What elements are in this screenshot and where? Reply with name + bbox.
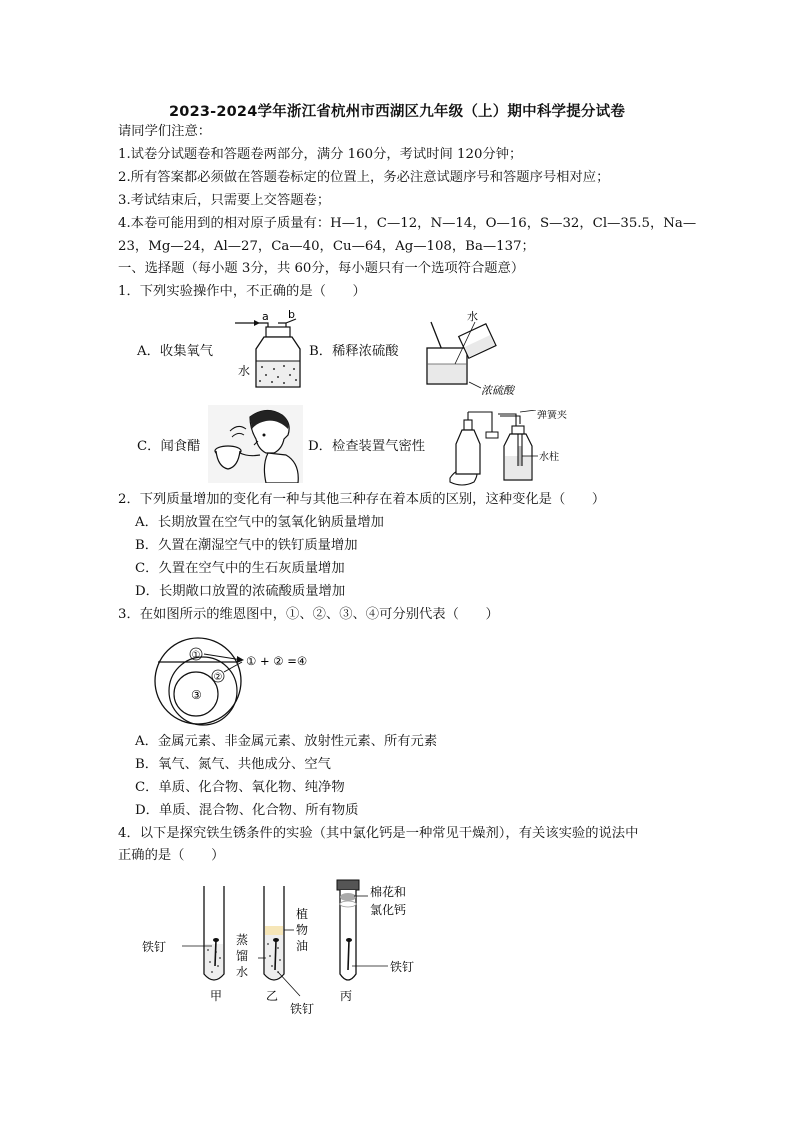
question-1-stem: 1．下列实验操作中，不正确的是（ ） — [118, 284, 366, 299]
label-bing: 丙 — [340, 989, 353, 1003]
label-cotton-1: 棉花和 — [370, 885, 407, 899]
rust-experiment-figure — [140, 878, 430, 1018]
label-b: b — [288, 308, 295, 321]
notice-item: 1.试卷分试题卷和答题卷两部分，满分 160分，考试时间 120分钟； — [118, 147, 523, 162]
notice-item: 4.本卷可能用到的相对原子质量有：H—1，C—12，N—14，O—16，S—32，Cl—35.5，Na— — [118, 216, 697, 231]
question-2-stem: 2．下列质量增加的变化有一种与其他三种存在着本质的区别，这种变化是（ ） — [118, 492, 606, 507]
q1-option-c: C．闻食醋 — [137, 439, 201, 454]
label-a: a — [262, 310, 269, 323]
q2-option-c: C．久置在空气中的生石灰质量增加 — [135, 561, 345, 576]
question-3-stem: 3．在如图所示的维恩图中，①、②、③、④可分别代表（ ） — [118, 607, 499, 622]
q1-option-d: D．检查装置气密性 — [308, 439, 426, 454]
q3-option-d: D．单质、混合物、化合物、所有物质 — [135, 803, 359, 818]
exam-title: 2023-2024学年浙江省杭州市西湖区九年级（上）期中科学提分试卷 — [168, 104, 626, 120]
q1-option-b: B．稀释浓硫酸 — [309, 344, 399, 359]
q2-option-d: D．长期敞口放置的浓硫酸质量增加 — [135, 584, 346, 599]
label-circle-1: ① — [191, 650, 201, 661]
venn-equation: ① + ② =④ — [246, 654, 308, 668]
label-water-1: 蒸 — [236, 933, 249, 947]
label-jia: 甲 — [210, 989, 223, 1003]
label-cotton-2: 氯化钙 — [370, 903, 407, 917]
notice-item: 3.考试结束后，只需要上交答题卷； — [118, 193, 331, 208]
label-nail-right: 铁钉 — [390, 960, 415, 974]
label-water: 水 — [238, 364, 251, 378]
label-water-3: 水 — [236, 965, 249, 979]
notice-heading: 请同学们注意： — [118, 124, 212, 139]
label-water-2: 馏 — [236, 949, 249, 963]
label-clip: 弹簧夹 — [537, 410, 567, 421]
question-4-stem: 4．以下是探究铁生锈条件的实验（其中氯化钙是一种常见干燥剂），有关该实验的说法中 — [118, 826, 639, 841]
q2-option-a: A．长期放置在空气中的氢氧化钠质量增加 — [135, 515, 384, 530]
notice-item: 23，Mg—24，Al—27，Ca—40，Cu—64，Ag—108，Ba—137； — [118, 239, 535, 254]
label-oil-3: 油 — [296, 939, 309, 953]
label-oil-1: 植 — [296, 907, 309, 921]
gas-bottle-figure — [230, 305, 310, 390]
q2-option-b: B．久置在潮湿空气中的铁钉质量增加 — [135, 538, 358, 553]
label-water: 水 — [467, 310, 478, 323]
venn-diagram — [148, 636, 328, 728]
question-4-stem-cont: 正确的是（ ） — [118, 848, 225, 863]
notice-item: 2.所有答案都必须做在答题卷标定的位置上，务必注意试题序号和答题序号相对应； — [118, 170, 610, 185]
q3-option-c: C．单质、化合物、氧化物、纯净物 — [135, 780, 345, 795]
airtight-figure — [440, 410, 580, 488]
label-acid: 浓硫酸 — [481, 384, 514, 397]
dilution-figure — [415, 302, 525, 397]
label-circle-2: ② — [213, 672, 223, 683]
section-heading: 一、选择题（每小题 3分，共 60分，每小题只有一个选项符合题意） — [118, 261, 525, 276]
label-circle-3: ③ — [191, 688, 202, 702]
q3-option-a: A．金属元素、非金属元素、放射性元素、所有元素 — [135, 734, 438, 749]
label-yi: 乙 — [266, 989, 279, 1003]
label-nail-bottom: 铁钉 — [290, 1002, 315, 1016]
smelling-figure — [208, 405, 303, 483]
label-nail-left: 铁钉 — [142, 940, 167, 954]
q1-option-a: A．收集氧气 — [137, 344, 214, 359]
q3-option-b: B．氧气、氮气、共他成分、空气 — [135, 757, 331, 772]
label-oil-2: 物 — [296, 923, 309, 937]
label-column: 水柱 — [539, 452, 559, 463]
